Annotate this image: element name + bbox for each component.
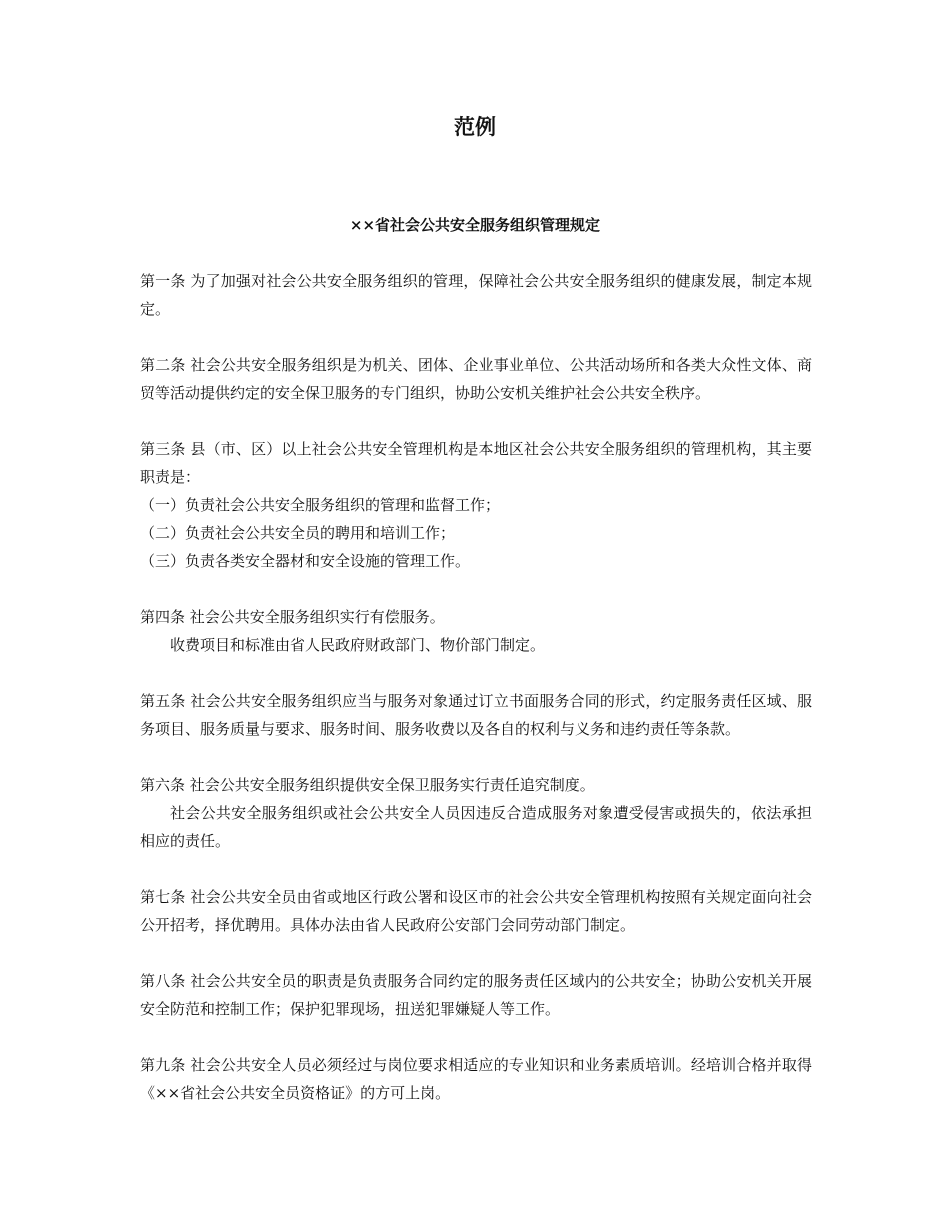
article-paragraph: 第四条 社会公共安全服务组织实行有偿服务。 bbox=[140, 608, 445, 626]
article-7 bbox=[140, 883, 812, 939]
article-9 bbox=[140, 1051, 812, 1107]
article-1 bbox=[140, 267, 812, 323]
article-2 bbox=[140, 351, 812, 407]
article-paragraph: 第六条 社会公共安全服务组织提供安全保卫服务实行责任追究制度。 bbox=[140, 776, 595, 794]
article-paragraph: 第八条 社会公共安全员的职责是负责服务合同约定的服务责任区域内的公共安全；协助公安机关开展安全防范和控制工作；保护犯罪现场，扭送犯罪嫌疑人等工作。 bbox=[140, 972, 812, 1018]
article-paragraph: 第一条 为了加强对社会公共安全服务组织的管理，保障社会公共安全服务组织的健康发展，制定本规定。 bbox=[140, 272, 812, 318]
article-list-item: （一）负责社会公共安全服务组织的管理和监督工作； bbox=[140, 496, 501, 514]
article-paragraph: 第三条 县（市、区）以上社会公共安全管理机构是本地区社会公共安全服务组织的管理机构，其主要职责是： bbox=[140, 440, 812, 486]
article-paragraph: 第七条 社会公共安全员由省或地区行政公署和设区市的社会公共安全管理机构按照有关规定面向社会公开招考，择优聘用。具体办法由省人民政府公安部门会同劳动部门制定。 bbox=[140, 888, 812, 934]
document-body bbox=[140, 267, 812, 1135]
article-3 bbox=[140, 435, 812, 575]
article-paragraph: 第二条 社会公共安全服务组织是为机关、团体、企业事业单位、公共活动场所和各类大众性文体、商贸等活动提供约定的安全保卫服务的专门组织，协助公安机关维护社会公共安全秩序。 bbox=[140, 356, 812, 402]
article-5 bbox=[140, 687, 812, 743]
article-list-item: （二）负责社会公共安全员的聘用和培训工作； bbox=[140, 524, 456, 542]
article-list-item: （三）负责各类安全器材和安全设施的管理工作。 bbox=[140, 552, 471, 570]
article-paragraph: 社会公共安全服务组织或社会公共安全人员因违反合造成服务对象遭受侵害或损失的，依法承担相应的责任。 bbox=[140, 804, 812, 850]
document-title: ××省社会公共安全服务组织管理规定 bbox=[349, 216, 601, 234]
article-8 bbox=[140, 967, 812, 1023]
article-4 bbox=[140, 603, 812, 659]
article-6 bbox=[140, 771, 812, 855]
article-paragraph: 第九条 社会公共安全人员必须经过与岗位要求相适应的专业知识和业务素质培训。经培训合格并取得《××省社会公共安全员资格证》的方可上岗。 bbox=[140, 1056, 812, 1102]
article-paragraph: 第五条 社会公共安全服务组织应当与服务对象通过订立书面服务合同的形式，约定服务责任区域、服务项目、服务质量与要求、服务时间、服务收费以及各自的权利与义务和违约责任等条款。 bbox=[140, 692, 812, 738]
article-paragraph: 收费项目和标准由省人民政府财政部门、物价部门制定。 bbox=[170, 636, 546, 654]
page-heading: 范例 bbox=[454, 115, 496, 139]
